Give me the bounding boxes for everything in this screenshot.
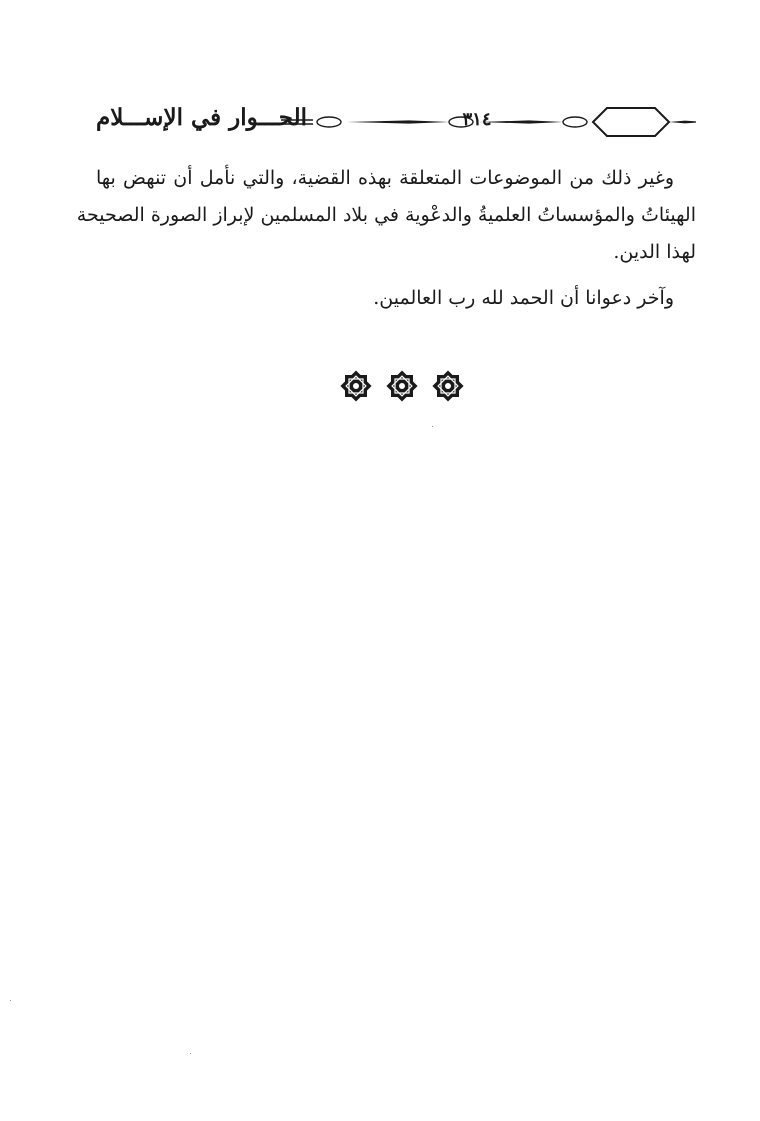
octagram-star-icon xyxy=(338,368,374,404)
octagram-star-icon xyxy=(384,368,420,404)
scan-speck xyxy=(10,1000,11,1001)
body-line: وغير ذلك من الموضوعات المتعلقة بهذه القضية، والتي نأمل أن تنهض بها xyxy=(96,167,674,189)
octagram-star-icon xyxy=(430,368,466,404)
scan-speck xyxy=(190,1053,191,1054)
closing-line xyxy=(96,280,696,317)
scan-speck xyxy=(432,426,433,427)
body-line: الهيئاتُ والمؤسساتُ العلميةُ والدعْوية في بلاد المسلمين لإبراز الصورة الصحيحة xyxy=(76,204,696,226)
closing-text: وآخر دعوانا أن الحمد لله رب العالمين. xyxy=(373,287,674,309)
body-paragraph xyxy=(76,160,696,271)
running-header xyxy=(96,100,696,144)
body-line: لهذا الدين. xyxy=(613,241,696,263)
book-title: الحـــوار في الإســـلام xyxy=(96,104,307,131)
page-number: ٣١٤ xyxy=(462,109,492,130)
end-ornaments xyxy=(338,368,468,408)
